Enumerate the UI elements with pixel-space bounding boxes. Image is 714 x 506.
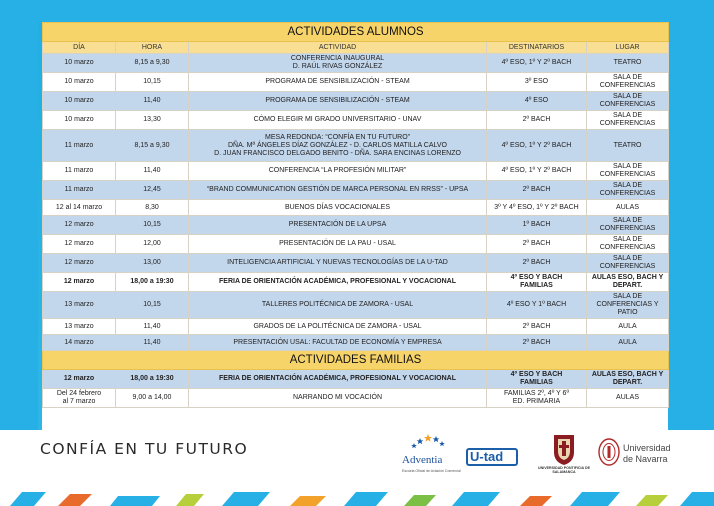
table-row <box>43 92 669 111</box>
navarra-seal-icon <box>598 438 620 466</box>
cell-actividad: PROGRAMA DE SENSIBILIZACIÓN - STEAM <box>189 92 487 111</box>
cell-hora: 12,45 <box>116 181 189 200</box>
section-title-row <box>43 23 669 42</box>
cell-destinatarios: 1º BACH <box>487 216 587 235</box>
cell-actividad: NARRANDO MI VOCACIÓN <box>189 389 487 408</box>
header-hora: HORA <box>116 42 189 54</box>
header-lugar: LUGAR <box>587 42 669 54</box>
cell-dia: 12 al 14 marzo <box>43 200 116 216</box>
cell-dia: 14 marzo <box>43 335 116 351</box>
table-row <box>43 319 669 335</box>
cell-lugar: SALA DE CONFERENCIAS <box>587 92 669 111</box>
cell-hora: 11,40 <box>116 92 189 111</box>
table-row <box>43 235 669 254</box>
schedule-table <box>42 22 669 408</box>
cell-destinatarios: FAMILIAS 2º, 4º Y 6º ED. PRIMARIA <box>487 389 587 408</box>
table-row <box>43 130 669 162</box>
cell-hora: 13,30 <box>116 111 189 130</box>
cell-destinatarios: 4º ESO Y 1º BACH <box>487 292 587 319</box>
slogan: CONFÍA EN TU FUTURO <box>40 440 249 458</box>
upsa-crest-icon <box>540 432 588 466</box>
header-dia: DÍA <box>43 42 116 54</box>
table-header-row <box>43 42 669 54</box>
cell-destinatarios: 2º BACH <box>487 319 587 335</box>
cell-dia: 11 marzo <box>43 181 116 200</box>
cell-destinatarios: 2º BACH <box>487 111 587 130</box>
table-row <box>43 335 669 351</box>
adventia-subtitle: Escuela Oficial de Aviación Comercial <box>402 469 461 473</box>
cell-destinatarios: 2º BACH <box>487 181 587 200</box>
cell-destinatarios: 4º ESO, 1º Y 2º BACH <box>487 54 587 73</box>
cell-lugar: AULAS ESO, BACH Y DEPART. <box>587 370 669 389</box>
cell-actividad: BUENOS DÍAS VOCACIONALES <box>189 200 487 216</box>
section-title-alumnos: ACTIVIDADES ALUMNOS <box>43 23 669 42</box>
cell-destinatarios: 3º ESO <box>487 73 587 92</box>
cell-dia: Del 24 febrero al 7 marzo <box>43 389 116 408</box>
cell-dia: 10 marzo <box>43 73 116 92</box>
cell-dia: 13 marzo <box>43 292 116 319</box>
left-background <box>0 0 38 430</box>
cell-lugar: SALA DE CONFERENCIAS <box>587 254 669 273</box>
section-title-row <box>43 351 669 370</box>
cell-actividad: CONFERENCIA INAUGURAL D. RAÚL RIVAS GONZÁLEZ <box>189 54 487 73</box>
utad-name: U-tad <box>470 449 504 464</box>
cell-hora: 10,15 <box>116 292 189 319</box>
utad-logo <box>466 448 522 476</box>
upsa-name: UNIVERSIDAD PONTIFICIA DE SALAMANCA <box>538 466 590 475</box>
cell-actividad: FERIA DE ORIENTACIÓN ACADÉMICA, PROFESIONAL Y VOCACIONAL <box>189 273 487 292</box>
cell-hora: 8,15 a 9,30 <box>116 130 189 162</box>
cell-hora: 13,00 <box>116 254 189 273</box>
cell-actividad: “BRAND COMMUNICATION GESTIÓN DE MARCA PERSONAL EN RRSS” - UPSA <box>189 181 487 200</box>
cell-actividad: FERIA DE ORIENTACIÓN ACADÉMICA, PROFESIONAL Y VOCACIONAL <box>189 370 487 389</box>
cell-lugar: AULA <box>587 319 669 335</box>
cell-lugar: AULAS <box>587 200 669 216</box>
table-row <box>43 292 669 319</box>
navarra-name-line1: Universidad <box>623 443 671 453</box>
table-row <box>43 54 669 73</box>
decorative-stripes <box>0 486 714 506</box>
cell-actividad: GRADOS DE LA POLITÉCNICA DE ZAMORA - USAL <box>189 319 487 335</box>
cell-dia: 10 marzo <box>43 92 116 111</box>
cell-hora: 8,15 a 9,30 <box>116 54 189 73</box>
cell-lugar: AULAS <box>587 389 669 408</box>
cell-hora: 12,00 <box>116 235 189 254</box>
cell-dia: 12 marzo <box>43 254 116 273</box>
cell-destinatarios: 3º Y 4º ESO, 1º Y 2º BACH <box>487 200 587 216</box>
adventia-name: Adventia <box>402 454 443 466</box>
cell-actividad: CÓMO ELEGIR MI GRADO UNIVERSITARIO - UNAV <box>189 111 487 130</box>
cell-actividad: PROGRAMA DE SENSIBILIZACIÓN - STEAM <box>189 73 487 92</box>
cell-actividad: INTELIGENCIA ARTIFICIAL Y NUEVAS TECNOLOGÍAS DE LA U-TAD <box>189 254 487 273</box>
cell-dia: 11 marzo <box>43 162 116 181</box>
cell-hora: 9,00 a 14,00 <box>116 389 189 408</box>
cell-destinatarios: 4º ESO, 1º Y 2º BACH <box>487 162 587 181</box>
cell-actividad: PRESENTACIÓN DE LA PAU - USAL <box>189 235 487 254</box>
upsa-logo <box>540 432 588 480</box>
cell-hora: 10,15 <box>116 216 189 235</box>
cell-hora: 11,40 <box>116 162 189 181</box>
cell-destinatarios: 4º ESO Y BACH FAMILIAS <box>487 273 587 292</box>
cell-actividad: PRESENTACIÓN USAL: FACULTAD DE ECONOMÍA Y EMPRESA <box>189 335 487 351</box>
cell-actividad: PRESENTACIÓN DE LA UPSA <box>189 216 487 235</box>
cell-hora: 11,40 <box>116 319 189 335</box>
cell-destinatarios: 2º BACH <box>487 254 587 273</box>
cell-actividad: CONFERENCIA “LA PROFESIÓN MILITAR” <box>189 162 487 181</box>
cell-lugar: TEATRO <box>587 54 669 73</box>
cell-actividad: MESA REDONDA: “CONFÍA EN TU FUTURO” DÑA. Mª ÁNGELES DÍAZ GONZÁLEZ - D. CARLOS MATILLA CALVO D. JUAN FRANCISCO DELGADO BENITO - DÑA. SARA ENCINAS LORENZO <box>189 130 487 162</box>
cell-lugar: SALA DE CONFERENCIAS <box>587 216 669 235</box>
cell-destinatarios: 4º ESO, 1º Y 2º BACH <box>487 130 587 162</box>
table-row <box>43 216 669 235</box>
cell-dia: 12 marzo <box>43 370 116 389</box>
table-row <box>43 162 669 181</box>
cell-actividad: TALLERES POLITÉCNICA DE ZAMORA - USAL <box>189 292 487 319</box>
cell-lugar: SALA DE CONFERENCIAS <box>587 111 669 130</box>
cell-dia: 10 marzo <box>43 111 116 130</box>
right-background <box>668 0 714 430</box>
adventia-logo <box>400 432 460 478</box>
cell-lugar: SALA DE CONFERENCIAS <box>587 162 669 181</box>
cell-dia: 10 marzo <box>43 54 116 73</box>
cell-lugar: TEATRO <box>587 130 669 162</box>
navarra-name-line2: de Navarra <box>623 454 668 464</box>
cell-destinatarios: 4º ESO <box>487 92 587 111</box>
cell-hora: 8,30 <box>116 200 189 216</box>
header-actividad: ACTIVIDAD <box>189 42 487 54</box>
cell-hora: 18,00 a 19:30 <box>116 370 189 389</box>
cell-dia: 11 marzo <box>43 130 116 162</box>
cell-hora: 11,40 <box>116 335 189 351</box>
cell-dia: 12 marzo <box>43 273 116 292</box>
cell-lugar: SALA DE CONFERENCIAS <box>587 235 669 254</box>
schedule-sheet <box>42 22 668 430</box>
cell-lugar: AULA <box>587 335 669 351</box>
header-destinatarios: DESTINATARIOS <box>487 42 587 54</box>
cell-lugar: SALA DE CONFERENCIAS Y PATIO <box>587 292 669 319</box>
table-row <box>43 254 669 273</box>
cell-dia: 13 marzo <box>43 319 116 335</box>
table-row <box>43 200 669 216</box>
table-row <box>43 370 669 389</box>
section-title-familias: ACTIVIDADES FAMILIAS <box>43 351 669 370</box>
cell-destinatarios: 4º ESO Y BACH FAMILIAS <box>487 370 587 389</box>
stars-icon <box>400 432 460 454</box>
navarra-logo <box>598 438 672 478</box>
cell-lugar: SALA DE CONFERENCIAS <box>587 181 669 200</box>
table-row <box>43 273 669 292</box>
cell-destinatarios: 2º BACH <box>487 335 587 351</box>
cell-destinatarios: 2º BACH <box>487 235 587 254</box>
top-background <box>0 0 714 22</box>
table-row <box>43 389 669 408</box>
table-row <box>43 181 669 200</box>
cell-lugar: AULAS ESO, BACH Y DEPART. <box>587 273 669 292</box>
table-row <box>43 73 669 92</box>
cell-dia: 12 marzo <box>43 216 116 235</box>
cell-dia: 12 marzo <box>43 235 116 254</box>
cell-hora: 18,00 a 19:30 <box>116 273 189 292</box>
cell-hora: 10,15 <box>116 73 189 92</box>
table-row <box>43 111 669 130</box>
cell-lugar: SALA DE CONFERENCIAS <box>587 73 669 92</box>
